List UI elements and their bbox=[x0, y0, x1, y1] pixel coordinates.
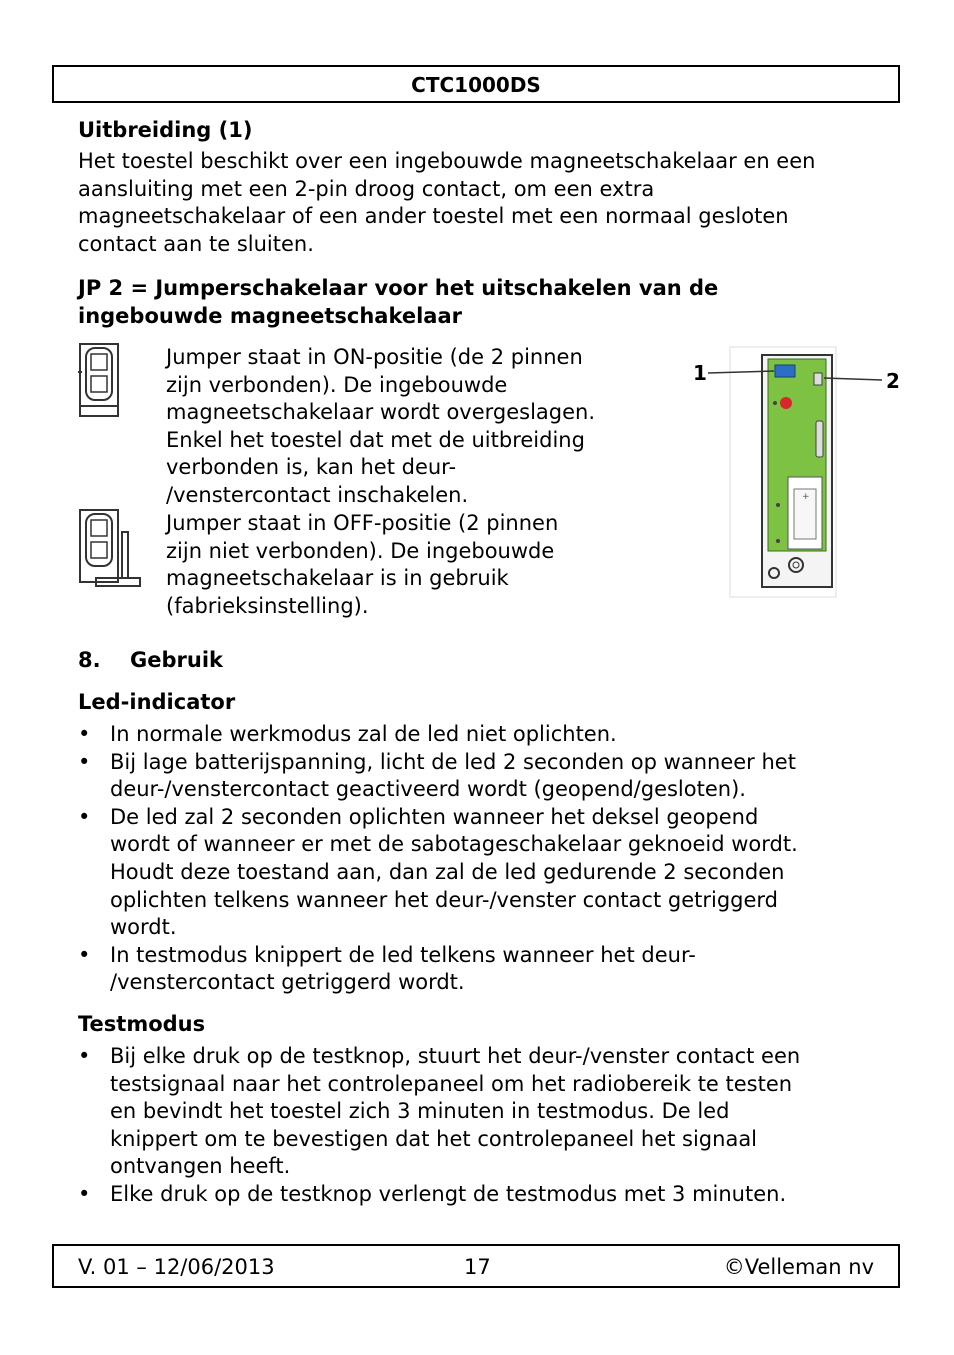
section-title-jp2 bbox=[78, 274, 718, 330]
jumper-on-icon bbox=[76, 342, 122, 422]
jumper-on-description bbox=[166, 344, 646, 510]
paragraph-line: magneetschakelaar of een ander toestel met een normaal gesloten bbox=[78, 204, 789, 229]
list-item bbox=[78, 1043, 878, 1181]
text-line: (fabrieksinstelling). bbox=[166, 593, 369, 618]
text-line: magneetschakelaar wordt overgeslagen. bbox=[166, 400, 596, 425]
footer-page-number: 17 bbox=[464, 1255, 491, 1279]
text-line: testsignaal naar het controlepaneel om het radiobereik te testen bbox=[110, 1071, 793, 1096]
text-line: magneetschakelaar is in gebruik bbox=[166, 566, 509, 591]
callout-label-1: 1 bbox=[693, 361, 707, 385]
page-header bbox=[52, 65, 900, 103]
list-item bbox=[78, 942, 878, 997]
subsection-title-led-indicator: Led-indicator bbox=[78, 690, 236, 714]
text-line: oplichten telkens wanneer het deur-/venster contact getriggerd bbox=[110, 887, 778, 912]
model-title: CTC1000DS bbox=[411, 73, 541, 97]
subsection-title-testmodus: Testmodus bbox=[78, 1012, 206, 1036]
led-indicator-list bbox=[78, 721, 878, 997]
text-line: Enkel het toestel dat met de uitbreiding bbox=[166, 427, 585, 452]
text-line: deur-/venstercontact geactiveerd wordt (geopend/gesloten). bbox=[110, 777, 746, 802]
testmodus-list bbox=[78, 1043, 878, 1209]
paragraph-line: Het toestel beschikt over een ingebouwde magneetschakelaar en een bbox=[78, 149, 816, 173]
jumper-off-icon bbox=[76, 508, 142, 590]
svg-text:+: + bbox=[802, 492, 810, 502]
footer-copyright: ©Velleman nv bbox=[723, 1255, 874, 1279]
list-item bbox=[78, 1181, 878, 1209]
text-line: /venstercontact inschakelen. bbox=[166, 482, 469, 507]
list-item bbox=[78, 749, 878, 804]
text-line: Jumper staat in OFF-positie (2 pinnen bbox=[166, 511, 559, 535]
list-item bbox=[78, 804, 878, 942]
text-line: wordt. bbox=[110, 915, 177, 940]
text-line: knippert om te bevestigen dat het controlepaneel het signaal bbox=[110, 1126, 758, 1151]
text-line: • In normale werkmodus zal de led niet oplichten. bbox=[110, 722, 617, 746]
callout-label-2: 2 bbox=[886, 369, 900, 393]
text-line: Jumper staat in ON-positie (de 2 pinnen bbox=[166, 345, 583, 369]
text-line: /venstercontact getriggerd wordt. bbox=[110, 970, 465, 995]
section-title-uitbreiding: Uitbreiding (1) bbox=[78, 118, 253, 142]
text-line: en bevindt het toestel zich 3 minuten in testmodus. De led bbox=[110, 1099, 730, 1124]
text-line: • Bij elke druk op de testknop, stuurt het deur-/venster contact een bbox=[110, 1044, 801, 1068]
page-footer bbox=[52, 1244, 900, 1288]
text-line: • In testmodus knippert de led telkens wanneer het deur- bbox=[110, 942, 696, 967]
text-line: wordt of wanneer er met de sabotageschakelaar geknoeid wordt. bbox=[110, 832, 798, 857]
jumper-block-icon bbox=[775, 365, 795, 377]
text-line: ontvangen heeft. bbox=[110, 1154, 291, 1179]
title-line: ingebouwde magneetschakelaar bbox=[78, 304, 462, 328]
text-line: zijn niet verbonden). De ingebouwde bbox=[166, 538, 555, 563]
section-number: 8. bbox=[78, 648, 101, 672]
title-line: JP 2 = Jumperschakelaar voor het uitschakelen van de bbox=[78, 276, 719, 300]
text-line: verbonden is, kan het deur- bbox=[166, 455, 457, 480]
text-line: Houdt deze toestand aan, dan zal de led gedurende 2 seconden bbox=[110, 859, 785, 884]
list-item bbox=[78, 721, 878, 749]
text-line: zijn verbonden). De ingebouwde bbox=[166, 372, 508, 397]
section-title-gebruik bbox=[78, 648, 223, 672]
text-line: • Bij lage batterijspanning, licht de led 2 seconden op wanneer het bbox=[110, 749, 796, 774]
text-line: • De led zal 2 seconden oplichten wanneer het deksel geopend bbox=[110, 804, 759, 829]
circuit-board-diagram bbox=[690, 345, 904, 600]
jumper-off-description bbox=[166, 510, 646, 620]
paragraph-line: contact aan te sluiten. bbox=[78, 231, 314, 256]
text-line: • Elke druk op de testknop verlengt de testmodus met 3 minuten. bbox=[110, 1181, 787, 1206]
footer-version: V. 01 – 12/06/2013 bbox=[78, 1255, 275, 1279]
uitbreiding-paragraph bbox=[78, 148, 898, 258]
led-icon bbox=[780, 397, 792, 409]
section-title-text: Gebruik bbox=[130, 648, 223, 672]
paragraph-line: aansluiting met een 2-pin droog contact, om een extra bbox=[78, 176, 655, 201]
